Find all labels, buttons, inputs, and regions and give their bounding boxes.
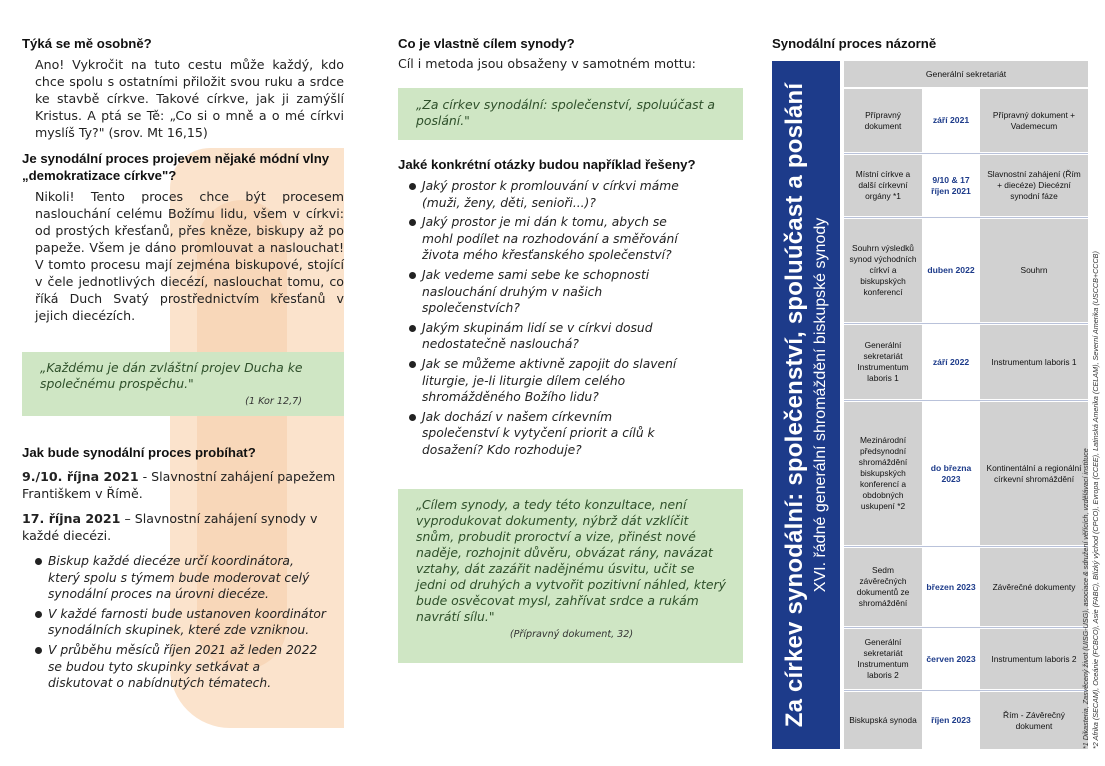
synod-process-diagram bbox=[772, 61, 1088, 749]
quote-box-motto bbox=[398, 88, 743, 140]
heading-goal: Co je vlastně cílem synody? bbox=[398, 36, 575, 51]
quote-box-corinthians bbox=[22, 352, 344, 416]
divider bbox=[844, 546, 1088, 547]
row-left-cell: Generální sekretariát Instrumentum laboris 1 bbox=[844, 325, 922, 399]
heading-questions: Jaké konkrétní otázky budou například řešeny? bbox=[398, 157, 696, 172]
divider bbox=[844, 153, 1088, 154]
date-item-diocese bbox=[22, 510, 344, 544]
row-right-cell: Slavnostní zahájení (Řím + diecéze) Diecézní synodní fáze bbox=[980, 155, 1088, 216]
process-bullet-list bbox=[22, 553, 344, 692]
footnotes bbox=[1074, 58, 1105, 750]
heading-diagram: Synodální proces názorně bbox=[772, 36, 937, 51]
row-date: říjen 2023 bbox=[931, 715, 971, 725]
divider bbox=[844, 400, 1088, 401]
row-date: září 2021 bbox=[932, 115, 970, 125]
quote-source: (Přípravný dokument, 32) bbox=[509, 628, 634, 640]
row-date: březen 2023 bbox=[926, 581, 976, 592]
heading-personal: Týká se mě osobně? bbox=[22, 36, 152, 51]
process-grid bbox=[844, 61, 1088, 749]
row-right-cell: Kontinentální a regionální církevní shromáždění bbox=[980, 402, 1088, 545]
quote-source: (1 Kor 12,7) bbox=[245, 396, 302, 407]
left-column bbox=[22, 0, 344, 766]
row-date: 9/10 & 17 říjen 2021 bbox=[931, 174, 971, 196]
divider bbox=[844, 217, 1088, 218]
list-item: Jak se můžeme aktivně zapojit do slavení liturgie, je-li liturgie dílem celého shromážděného Božího lidu? bbox=[408, 356, 681, 406]
paragraph-democratization: Nikoli! Tento proces chce být procesem naslouchání celému Božímu lidu, všem v církvi: od prostých křesťanů, přes kněze, biskupy až po papeže. Všem je dáno promlouvat a naslouchat! V tomto procesu mají zejména biskupové, stojící v čele jednotlivých diecézí, naslouchat tomu, co říká Duch Svatý prostřednictvím křesťanů v jejich diecézích. bbox=[35, 189, 344, 323]
list-item: Jaký prostor je mi dán k tomu, abych se mohl podílet na rozhodování a směřování života mého křesťanského společenství? bbox=[408, 214, 681, 264]
row-date: červen 2023 bbox=[926, 653, 976, 664]
date-text: - Slavnostní zahájení papežem Františkem v Římě. bbox=[22, 469, 336, 501]
row-left-cell: Generální sekretariát Instrumentum laboris 2 bbox=[844, 629, 922, 689]
row-date: do března 2023 bbox=[930, 462, 972, 484]
row-right-cell: Závěrečné dokumenty bbox=[980, 548, 1088, 626]
paragraph-personal: Ano! Vykročit na tuto cestu může každý, kdo chce spolu s ostatními přiložit svou ruku a srdce ke stavbě církve. Takové církve, jak ji zamýšlí Kristus. A ptá se Tě: „Co si o mně a o mé církvi myslíš Ty?" (srov. Mt 16,15) bbox=[35, 57, 344, 140]
row-left-cell: Biskupská synoda bbox=[844, 692, 922, 749]
footnote-2: *2 Afrika (SECAM), Oceánie (FCBCO), Asie (FABC), Blízký východ (CPCO), Evropa (CCEE), Latinská Amerika (CELAM), Severní Amerika (USCCB+CCCB) bbox=[1091, 251, 1100, 749]
footnote-text bbox=[1081, 59, 1101, 749]
band-title: Za církev synodální: společenství, spoluúčast a poslání bbox=[781, 82, 808, 728]
heading-process: Jak bude synodální proces probíhat? bbox=[22, 445, 256, 460]
list-item: Jaký prostor k promlouvání v církvi máme (muži, ženy, děti, senioři...)? bbox=[408, 178, 681, 211]
footnote-1: *1 Dikasteria, Zasvěcený život (UISG-USG), asociace & sdružení věřících, vzdělávací instituce bbox=[1081, 448, 1090, 749]
row-left-cell: Přípravný dokument bbox=[844, 89, 922, 152]
blue-title-band bbox=[772, 61, 840, 749]
row-left-cell: Sedm závěrečných dokumentů ze shromáždění bbox=[844, 548, 922, 626]
list-item: V průběhu měsíců říjen 2021 až leden 2022 se budou tyto skupinky setkávat a diskutovat o nabídnutých tématech. bbox=[34, 642, 328, 692]
row-right-cell: Instrumentum laboris 2 bbox=[980, 629, 1088, 689]
row-left-cell: Souhrn výsledků synod východních církví a biskupských konferencí bbox=[844, 219, 922, 322]
divider bbox=[844, 690, 1088, 691]
list-item: Biskup každé diecéze určí koordinátora, který spolu s týmem bude moderovat celý synodální proces na úrovni diecéze. bbox=[34, 553, 328, 603]
quote-text: „Za církev synodální: společenství, spoluúčast a poslání." bbox=[416, 97, 715, 128]
date-item-rome bbox=[22, 468, 344, 502]
paragraph-goal: Cíl i metoda jsou obsaženy v samotném mottu: bbox=[398, 56, 696, 71]
questions-bullet-list bbox=[398, 178, 743, 459]
band-subtitle: XVI. řádné generální shromáždění biskupské synody bbox=[812, 217, 829, 593]
row-date: září 2022 bbox=[932, 356, 970, 367]
row-date: duben 2022 bbox=[927, 265, 975, 275]
row-right-cell: Přípravný dokument + Vademecum bbox=[980, 89, 1088, 152]
row-right-cell: Řím - Závěrečný dokument bbox=[980, 692, 1088, 749]
quote-text: „Každému je dán zvláštní projev Ducha ke společnému prospěchu." bbox=[40, 360, 303, 391]
row-left-cell: Mezinárodní předsynodní shromáždění biskupských konferencí a obdobných uskupení *2 bbox=[844, 402, 922, 545]
divider bbox=[844, 627, 1088, 628]
row-right-cell: Instrumentum laboris 1 bbox=[980, 325, 1088, 399]
list-item: Jak vedeme sami sebe ke schopnosti naslouchání druhým v našich společenstvích? bbox=[408, 267, 681, 317]
divider bbox=[844, 323, 1088, 324]
quote-box-preparatory bbox=[398, 489, 743, 663]
band-text bbox=[781, 65, 831, 745]
list-item: Jak dochází v našem církevním společenství k vytyčení priorit a cílů k dosažení? Kdo rozhoduje? bbox=[408, 409, 681, 459]
heading-democratization: Je synodální proces projevem nějaké módní vlny „demokratizace církve"? bbox=[22, 151, 330, 183]
row-right-cell: Souhrn bbox=[980, 219, 1088, 322]
list-item: Jakým skupinám lidí se v církvi dosud nedostatečně naslouchá? bbox=[408, 320, 681, 353]
date-label: 9./10. října 2021 bbox=[22, 469, 139, 484]
date-text: – Slavnostní zahájení synody v každé diecézi. bbox=[22, 511, 318, 543]
right-column bbox=[772, 0, 1105, 766]
quote-text: „Cílem synody, a tedy této konzultace, není vyprodukovat dokumenty, nýbrž dát vzklíčit snům, probudit proroctví a vize, přinést nové naděje, rozhojnit důvěru, obvázat rány, navázat vztahy, dát zazářit nadějnému úsvitu, učit se jedni od druhých a vytvořit pozitivní náhled, který bude osvěcovat mysl, zahřívat srdce a rukám navrátí sílu." bbox=[416, 496, 726, 624]
middle-column bbox=[398, 0, 743, 766]
date-label: 17. října 2021 bbox=[22, 511, 121, 526]
list-item: V každé farnosti bude ustanoven koordinátor synodálních skupinek, které zde vzniknou. bbox=[34, 606, 328, 639]
row-left-cell: Místní církve a další církevní orgány *1 bbox=[844, 155, 922, 216]
general-secretariat-header: Generální sekretariát bbox=[844, 61, 1088, 87]
